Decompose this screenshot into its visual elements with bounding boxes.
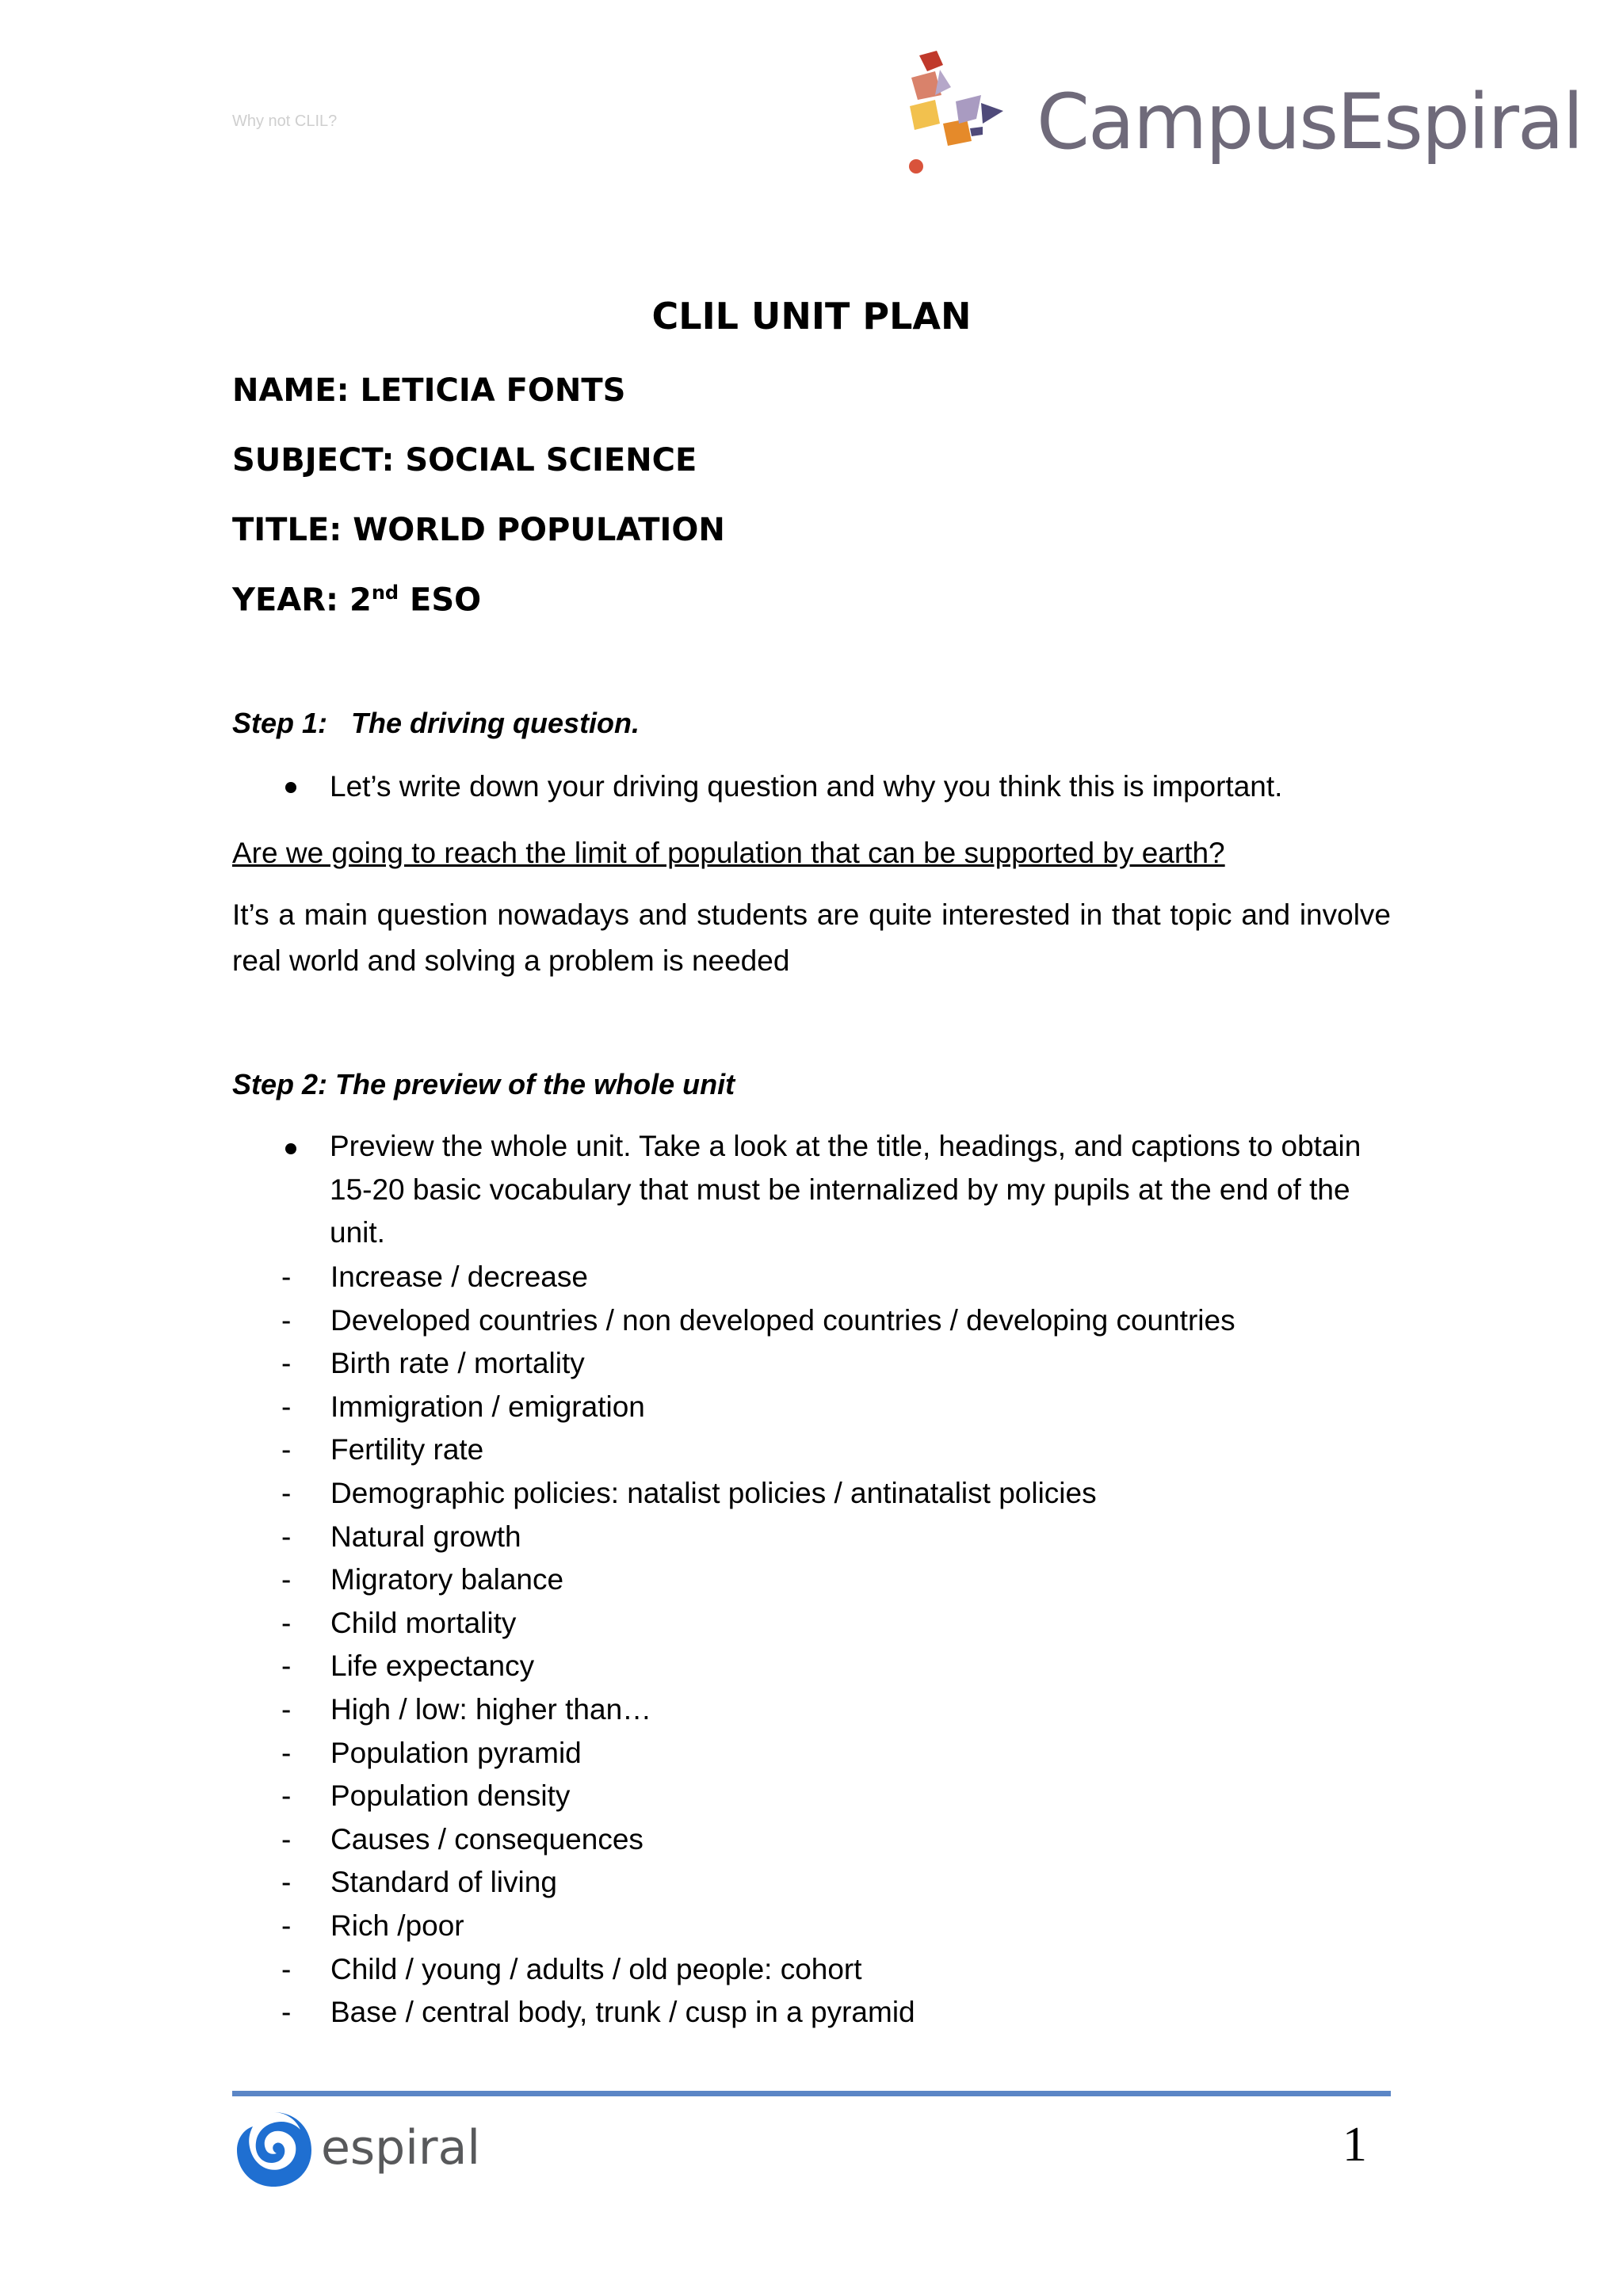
- list-dash: -: [281, 1606, 292, 1639]
- unit-title-line: TITLE: WORLD POPULATION: [232, 512, 725, 548]
- vocabulary-term: High / low: higher than…: [330, 1692, 652, 1726]
- vocabulary-term: Base / central body, trunk / cusp in a pyramid: [330, 1996, 915, 2029]
- subject-line: SUBJECT: SOCIAL SCIENCE: [232, 442, 697, 479]
- vocabulary-term: Rich /poor: [330, 1909, 464, 1942]
- list-dash: -: [281, 1779, 292, 1813]
- vocabulary-term: Child mortality: [330, 1606, 517, 1639]
- vocabulary-term: Increase / decrease: [330, 1261, 588, 1293]
- list-dash: -: [281, 1822, 292, 1855]
- list-dash: -: [281, 1736, 292, 1769]
- vocabulary-term: Immigration / emigration: [330, 1390, 645, 1423]
- list-dash: -: [281, 1520, 292, 1553]
- list-dash: -: [281, 1563, 292, 1596]
- list-dash: -: [281, 1261, 292, 1293]
- page-number: 1: [1342, 2118, 1367, 2172]
- list-dash: -: [281, 1433, 292, 1466]
- bullet-icon: [285, 782, 296, 793]
- year-line: [232, 582, 481, 618]
- step1-heading-text: The driving question.: [351, 707, 640, 739]
- driving-question: Are we going to reach the limit of population that can be supported by earth?: [232, 837, 1225, 869]
- campus-espiral-mark-icon: [903, 48, 1038, 190]
- list-dash: -: [281, 1650, 292, 1683]
- vocabulary-term: Population pyramid: [330, 1736, 582, 1769]
- espiral-wordmark: espiral: [321, 2120, 481, 2176]
- vocabulary-term: Life expectancy: [330, 1650, 535, 1683]
- list-dash: -: [281, 1996, 292, 2029]
- year-suffix: ESO: [399, 582, 482, 619]
- step1-heading-label: Step 1:: [232, 707, 328, 739]
- header-note: Why not CLIL?: [232, 113, 338, 130]
- year-superscript: nd: [371, 582, 399, 604]
- step2-heading: Step 2: The preview of the whole unit: [232, 1068, 735, 1100]
- list-dash: -: [281, 1692, 292, 1726]
- campus-espiral-logo: [903, 48, 1583, 190]
- list-dash: -: [281, 1347, 292, 1380]
- vocabulary-term: Developed countries / non developed countries / developing countries: [330, 1303, 1235, 1337]
- step2-bullet-text: Preview the whole unit. Take a look at the title, headings, and captions to obtain 15-20 basic vocabulary that must be internalized by my pupils at the end of the unit.: [330, 1130, 1361, 1249]
- vocabulary-term: Migratory balance: [330, 1563, 564, 1596]
- author-name: NAME: LETICIA FONTS: [232, 372, 626, 409]
- vocabulary-term: Child / young / adults / old people: cohort: [330, 1952, 862, 1985]
- vocabulary-term: Fertility rate: [330, 1433, 484, 1466]
- step1-bullet-text: Let’s write down your driving question and why you think this is important.: [330, 770, 1283, 803]
- list-dash: -: [281, 1476, 292, 1509]
- list-dash: -: [281, 1952, 292, 1985]
- document-title: CLIL UNIT PLAN: [651, 295, 972, 338]
- step1-heading: [232, 707, 640, 740]
- driving-question-rationale: It’s a main question nowadays and students are quite interested in that topic and involve real world and solving a problem is needed: [232, 898, 1391, 977]
- list-dash: -: [281, 1303, 292, 1337]
- espiral-logo: [232, 2107, 486, 2195]
- vocabulary-term: Natural growth: [330, 1520, 521, 1553]
- footer-divider: [232, 2091, 1391, 2096]
- bullet-icon: [285, 1143, 296, 1154]
- list-dash: -: [281, 1390, 292, 1423]
- espiral-swirl-icon: [232, 2107, 315, 2190]
- vocabulary-term: Demographic policies: natalist policies / antinatalist policies: [330, 1476, 1097, 1509]
- vocabulary-term: Population density: [330, 1779, 571, 1813]
- vocabulary-term: Standard of living: [330, 1866, 557, 1899]
- list-dash: -: [281, 1909, 292, 1942]
- vocabulary-term: Causes / consequences: [330, 1822, 643, 1855]
- year-prefix: YEAR: 2: [232, 582, 372, 619]
- vocabulary-term: Birth rate / mortality: [330, 1347, 585, 1380]
- campus-espiral-wordmark: CampusEspiral: [1037, 78, 1583, 166]
- list-dash: -: [281, 1866, 292, 1899]
